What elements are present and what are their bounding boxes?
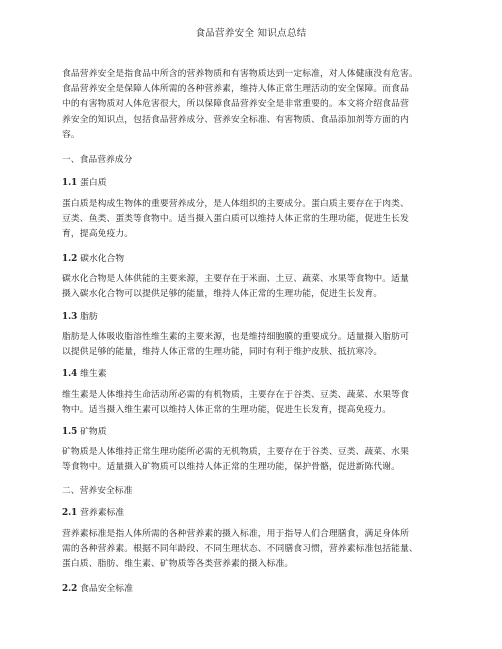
subsection-number: 1.1 (62, 178, 78, 188)
intro-paragraph: 食品营养安全是指食品中所含的营养物质和有害物质达到一定标准，对人体健康没有危害。 食品营养安全是保障人体所需的各种营养素，维持人体正常生理活动的安全保障。而食品 中的有害物质对人体危害很大，所以保障食品营养安全是非常重要的。本文将介绍食品营 养安全的知识点，包括食品营养成分、营养安全标准、有害物质、食品添加剂等方面的内 容。 (62, 69, 418, 140)
subsection-title: 营养素标准 (80, 508, 125, 518)
subsection-number: 1.3 (62, 312, 78, 322)
paragraph-protein: 蛋白质是构成生物体的重要营养成分，是人体组织的主要成分。蛋白质主要存在于肉类、 豆类、鱼类、蛋类等食物中。适当摄入蛋白质可以维持人体正常的生理功能，促进生长发 育，提高免疫力。 (62, 199, 409, 240)
section-heading-nutrients: 一、食品营养成分 (62, 155, 133, 165)
subsection-title: 维生素 (80, 369, 107, 379)
subsection-title: 碳水化合物 (80, 254, 125, 264)
paragraph-carbohydrate: 碳水化合物是人体供能的主要来源，主要存在于米面、土豆、蔬菜、水果等食物中。适量 摄入碳水化合物可以提供足够的能量，维持人体正常的生理功能，促进生长发育。 (62, 274, 409, 300)
paragraph-vitamin: 维生素是人体维持生命活动所必需的有机物质，主要存在于谷类、豆类、蔬菜、水果等食 物中。适当摄入维生素可以维持人体正常的生理功能，促进生长发育，提高免疫力。 (62, 390, 409, 416)
subsection-heading-fat (62, 310, 98, 324)
subsection-heading-protein (62, 176, 107, 190)
subsection-title: 脂肪 (80, 312, 98, 322)
subsection-number: 2.1 (62, 508, 78, 518)
subsection-heading-food-safety-standard (62, 582, 133, 596)
paragraph-mineral: 矿物质是人体维持正常生理功能所必需的无机物质，主要存在于谷类、豆类、蔬菜、水果 等食物中。适量摄入矿物质可以维持人体正常的生理功能，保护骨骼，促进新陈代谢。 (62, 447, 409, 473)
subsection-heading-carbohydrate (62, 252, 124, 266)
subsection-heading-vitamin (62, 367, 107, 381)
subsection-number: 2.2 (62, 584, 78, 594)
subsection-heading-nutrient-standard (62, 506, 124, 520)
paragraph-nutrient-standard: 营养素标准是指人体所需的各种营养素的摄入标准，用于指导人们合理膳食，满足身体所 需的各种营养素。根据不同年龄段、不同生理状态、不同膳食习惯，营养素标准包括能量、 蛋白质、脂肪、维生素、矿物质等各类营养素的摄入标准。 (62, 529, 418, 570)
subsection-title: 蛋白质 (80, 178, 107, 188)
paragraph-fat: 脂肪是人体吸收脂溶性维生素的主要来源，也是维持细胞膜的重要成分。适量摄入脂肪可 以提供足够的能量，维持人体正常的生理功能，同时有利于维护皮肤、抵抗寒冷。 (62, 332, 409, 358)
subsection-title: 矿物质 (80, 427, 107, 437)
subsection-number: 1.4 (62, 369, 78, 379)
subsection-title: 食品安全标准 (80, 584, 133, 594)
subsection-number: 1.5 (62, 427, 78, 437)
document-title: 食品营养安全 知识点总结 (195, 28, 307, 39)
subsection-number: 1.2 (62, 254, 78, 264)
subsection-heading-mineral (62, 425, 107, 439)
section-heading-standards: 二、营养安全标准 (62, 486, 133, 496)
